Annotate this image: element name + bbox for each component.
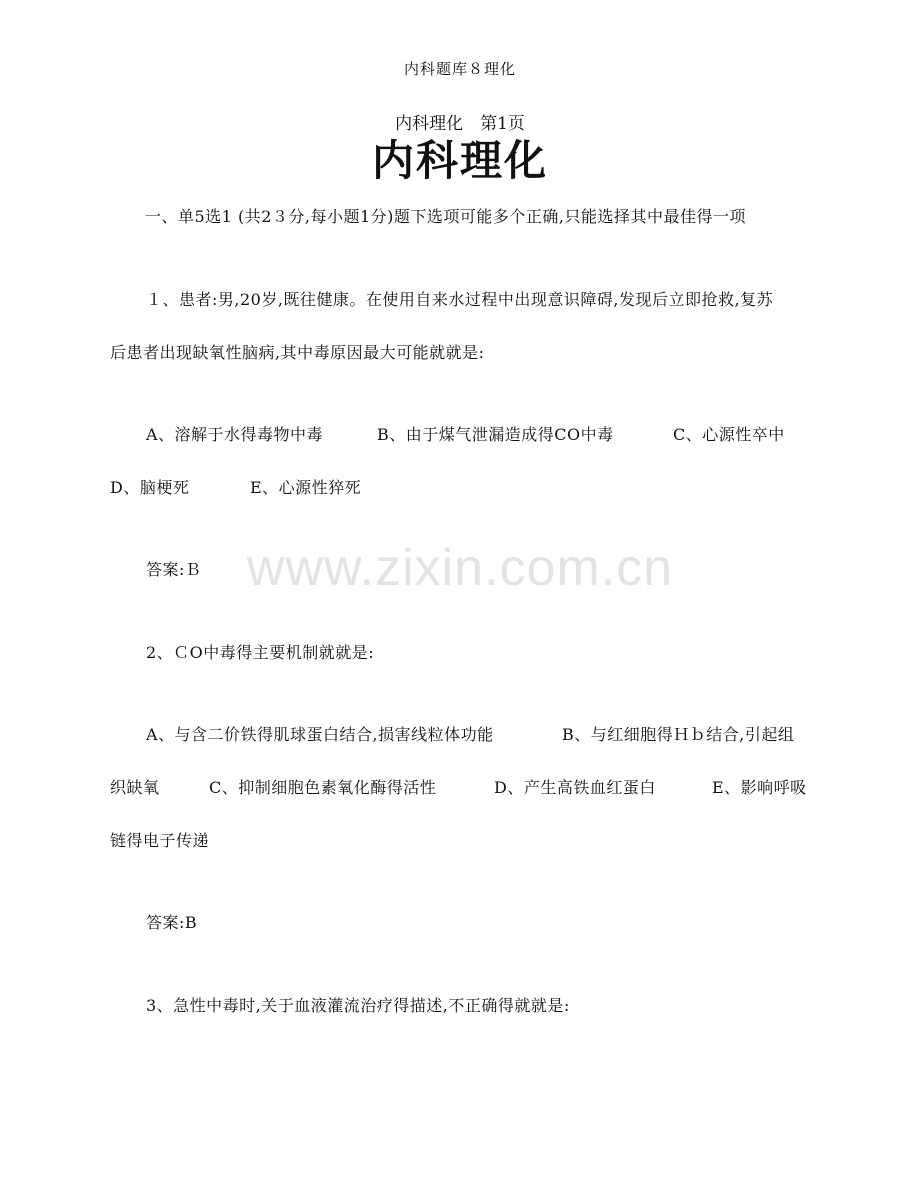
main-title: 内科理化 [371, 136, 548, 185]
question-2-option-b-continued: 织缺氧 [110, 778, 160, 797]
question-3-text: 3、急性中毒时,关于血液灌流治疗得描述,不正确得就就是: [146, 996, 570, 1015]
question-1-option-e: E、心源性猝死 [250, 478, 362, 497]
question-1-text-line-2: 后患者出现缺氧性脑病,其中毒原因最大可能就就是: [110, 343, 485, 362]
question-1-option-b: B、由于煤气泄漏造成得CO中毒 [377, 425, 614, 444]
question-2-option-d: D、产生高铁血红蛋白 [494, 778, 656, 797]
section-instruction: 一、单5选1 (共2３分,每小题1分)题下选项可能多个正确,只能选择其中最佳得一项 [145, 207, 746, 226]
question-1-text-line-1: １、患者:男,20岁,既往健康。在使用自来水过程中出现意识障碍,发现后立即抢救,复苏 [146, 290, 774, 309]
question-2-text: 2、ＣO中毒得主要机制就就是: [146, 643, 375, 662]
question-2-option-e-continued: 链得电子传递 [110, 831, 210, 850]
question-1-option-d: D、脑梗死 [110, 478, 190, 497]
page-label: 内科理化 第1页 [395, 114, 525, 134]
question-1-option-a: A、溶解于水得毒物中毒 [146, 425, 324, 444]
question-2-option-e: E、影响呼吸 [712, 778, 807, 797]
document-header: 内科题库８理化 [403, 60, 516, 78]
question-1-answer: 答案:Ｂ [146, 560, 202, 579]
question-2-option-a: A、与含二价铁得肌球蛋白结合,损害线粒体功能 [146, 725, 494, 744]
question-2-option-c: C、抑制细胞色素氧化酶得活性 [209, 778, 437, 797]
watermark: www.zixin.com.cn [246, 539, 674, 597]
question-2-option-b: B、与红细胞得Ｈｂ结合,引起组 [562, 725, 795, 744]
question-1-option-c: C、心源性卒中 [673, 425, 785, 444]
question-2-answer: 答案:B [146, 913, 198, 932]
